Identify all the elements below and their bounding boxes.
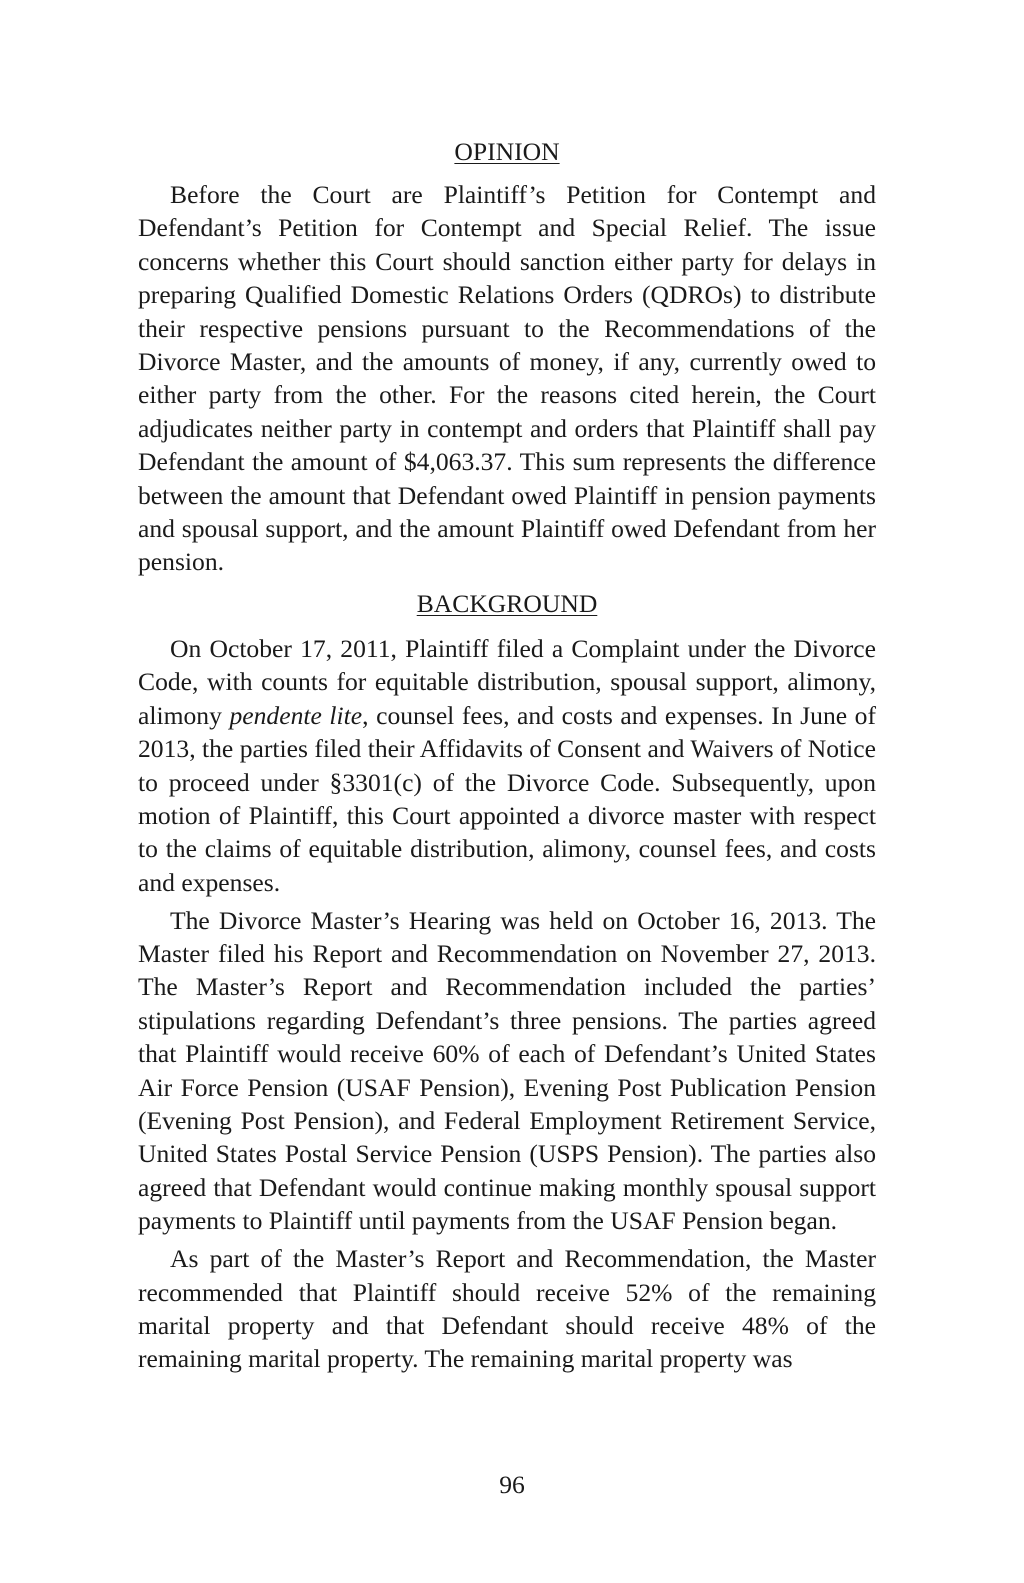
p1-text-after: , counsel fees, and costs and expenses. In June of 2013, the parties filed their Affidavits of Consent and Waivers of Notice to proceed under §3301(c) of the Divorce Code. Subsequently, upon motion of Plaintiff, this Court appointed a divorce master with respect to the claims of equitable distribution, alimony, counsel fees, and costs and expenses. — [138, 700, 877, 897]
page-number: 96 — [499, 1470, 525, 1499]
background-heading: BACKGROUND — [416, 588, 598, 618]
p1-italic-term: pendente lite — [229, 700, 363, 730]
background-paragraph-3: As part of the Master’s Report and Recommendation, the Master recommended that Plaintiff should receive 52% of the remaining marital property and that Defendant should receive 48% of the remaining marital property. The remaining marital property was — [138, 1244, 876, 1374]
opinion-paragraph: Before the Court are Plaintiff’s Petition for Contempt and Defendant’s Petition for Contempt and Special Relief. The issue concerns whether this Court should sanction either party for delays in preparing Qualified Domestic Relations Orders (QDROs) to distribute their respective pensions pursuant to the Recommendations of the Divorce Master, and the amounts of money, if any, currently owed to either party from the other. For the reasons cited herein, the Court adjudicates neither party in contempt and orders that Plaintiff shall pay Defendant the amount of $4,063.37. This sum represents the difference between the amount that Defendant owed Plaintiff in pension payments and spousal support, and the amount Plaintiff owed Defendant from her pension. — [138, 180, 876, 577]
opinion-heading: OPINION — [454, 137, 560, 166]
background-paragraph-1 — [138, 632, 876, 899]
page-body — [138, 137, 876, 1380]
p1-text-before: On October 17, 2011, Plaintiff filed a Complaint under the Divorce Code, with counts for equitable distribution, spousal support, alimony, alimony — [138, 633, 876, 730]
background-paragraph-2: The Divorce Master’s Hearing was held on October 16, 2013. The Master filed his Report and Recommendation on November 27, 2013. The Master’s Report and Recommendation included the parties’ stipulations regarding Defendant’s three pensions. The parties agreed that Plaintiff would receive 60% of each of Defendant’s United States Air Force Pension (USAF Pension), Evening Post Publication Pension (Evening Post Pension), and Federal Employment Retirement Service, United States Postal Service Pension (USPS Pension). The parties also agreed that Defendant would continue making monthly spousal support payments to Plaintiff until payments from the USAF Pension began. — [138, 905, 876, 1236]
